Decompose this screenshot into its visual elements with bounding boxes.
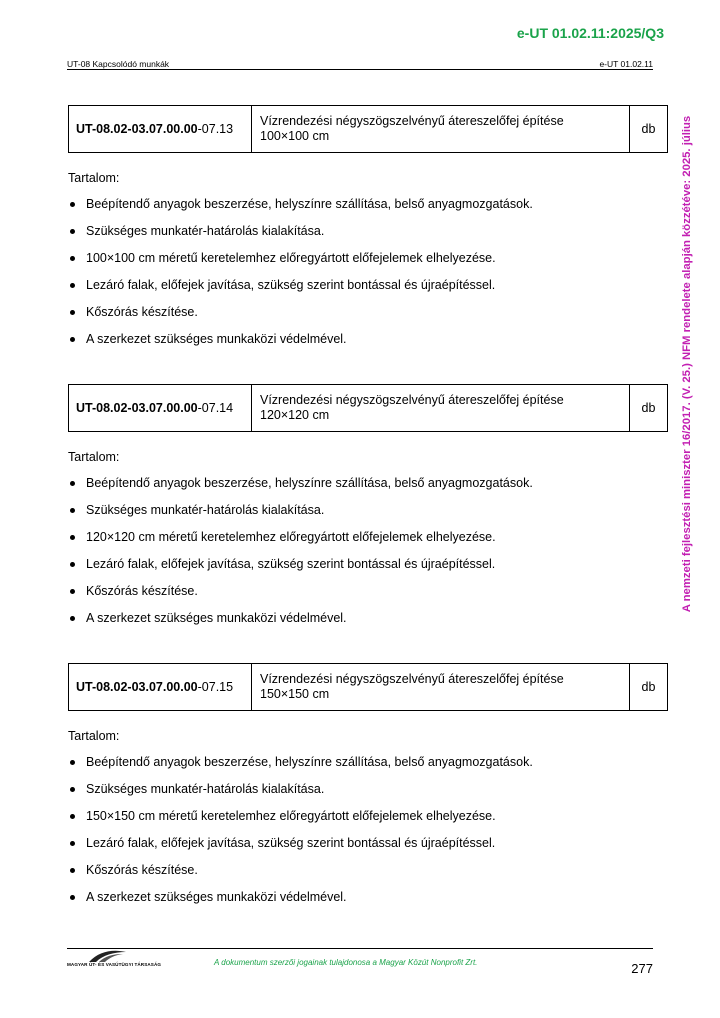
copyright-notice: A dokumentum szerzői jogainak tulajdonosa a Magyar Közút Nonprofit Zrt.: [214, 958, 478, 967]
item-header-box: [68, 384, 668, 432]
item-description-cell: [252, 664, 630, 710]
list-item: Kőszórás készítése.: [68, 584, 658, 611]
section-label: UT-08 Kapcsolódó munkák: [67, 59, 170, 69]
item-code-suffix: -07.14: [197, 401, 234, 415]
item-code-cell: [69, 106, 252, 152]
content-list: [68, 755, 658, 917]
item-code-main: UT-08.02-03.07.00.00: [76, 401, 198, 415]
item-code-suffix: -07.15: [197, 680, 234, 694]
society-logo: [67, 949, 162, 971]
list-item: Lezáró falak, előfejek javítása, szükség szerint bontással és újraépítéssel.: [68, 278, 658, 305]
item-code-cell: [69, 385, 252, 431]
item-code-main: UT-08.02-03.07.00.00: [76, 680, 198, 694]
list-item: Lezáró falak, előfejek javítása, szükség szerint bontással és újraépítéssel.: [68, 557, 658, 584]
item-description-cell: [252, 106, 630, 152]
page-number: 277: [631, 961, 653, 976]
list-item: Szükséges munkatér-határolás kialakítása.: [68, 224, 658, 251]
item-size: 100×100 cm: [260, 129, 330, 143]
list-item: A szerkezet szükséges munkaközi védelmével.: [68, 890, 658, 917]
logo-text: MAGYAR ÚT- ÉS VASÚTÜGYI TÁRSASÁG: [67, 962, 162, 967]
list-item: 120×120 cm méretű keretelemhez előregyártott előfejelemek elhelyezése.: [68, 530, 658, 557]
content-list: [68, 197, 658, 359]
item-description: Vízrendezési négyszögszelvényű átereszelőfej építése: [260, 393, 564, 407]
item-header-box: [68, 663, 668, 711]
road-logo-icon: [87, 949, 127, 963]
item-description: Vízrendezési négyszögszelvényű átereszelőfej építése: [260, 672, 564, 686]
document-code: e-UT 01.02.11:2025/Q3: [516, 25, 664, 41]
list-item: Beépítendő anyagok beszerzése, helyszínre szállítása, belső anyagmozgatások.: [68, 755, 658, 782]
list-item: Szükséges munkatér-határolás kialakítása.: [68, 503, 658, 530]
item-size: 150×150 cm: [260, 687, 330, 701]
document-reference: e-UT 01.02.11: [599, 59, 653, 69]
side-note-text: A nemzeti fejlesztési miniszter 16/2017. (V. 25.) NFM rendelete alapján közzétéve: 2025. július: [681, 115, 693, 613]
list-item: A szerkezet szükséges munkaközi védelmével.: [68, 332, 658, 359]
content-label: Tartalom:: [68, 171, 120, 185]
header-divider: [67, 69, 653, 70]
list-item: 100×100 cm méretű keretelemhez előregyártott előfejelemek elhelyezése.: [68, 251, 658, 278]
item-size: 120×120 cm: [260, 408, 330, 422]
item-code-cell: [69, 664, 252, 710]
item-code-main: UT-08.02-03.07.00.00: [76, 122, 198, 136]
item-description-cell: [252, 385, 630, 431]
list-item: Szükséges munkatér-határolás kialakítása.: [68, 782, 658, 809]
content-label: Tartalom:: [68, 729, 120, 743]
item-unit-cell: db: [641, 401, 656, 415]
list-item: Beépítendő anyagok beszerzése, helyszínre szállítása, belső anyagmozgatások.: [68, 197, 658, 224]
item-unit-cell: db: [641, 680, 656, 694]
content-label: Tartalom:: [68, 450, 120, 464]
list-item: A szerkezet szükséges munkaközi védelmével.: [68, 611, 658, 638]
item-description: Vízrendezési négyszögszelvényű átereszelőfej építése: [260, 114, 564, 128]
list-item: Lezáró falak, előfejek javítása, szükség szerint bontással és újraépítéssel.: [68, 836, 658, 863]
item-code-suffix: -07.13: [197, 122, 234, 136]
content-list: [68, 476, 658, 638]
list-item: Beépítendő anyagok beszerzése, helyszínre szállítása, belső anyagmozgatások.: [68, 476, 658, 503]
item-header-box: [68, 105, 668, 153]
list-item: 150×150 cm méretű keretelemhez előregyártott előfejelemek elhelyezése.: [68, 809, 658, 836]
list-item: Kőszórás készítése.: [68, 863, 658, 890]
list-item: Kőszórás készítése.: [68, 305, 658, 332]
side-publication-note: [676, 94, 698, 634]
item-unit-cell: db: [641, 122, 656, 136]
